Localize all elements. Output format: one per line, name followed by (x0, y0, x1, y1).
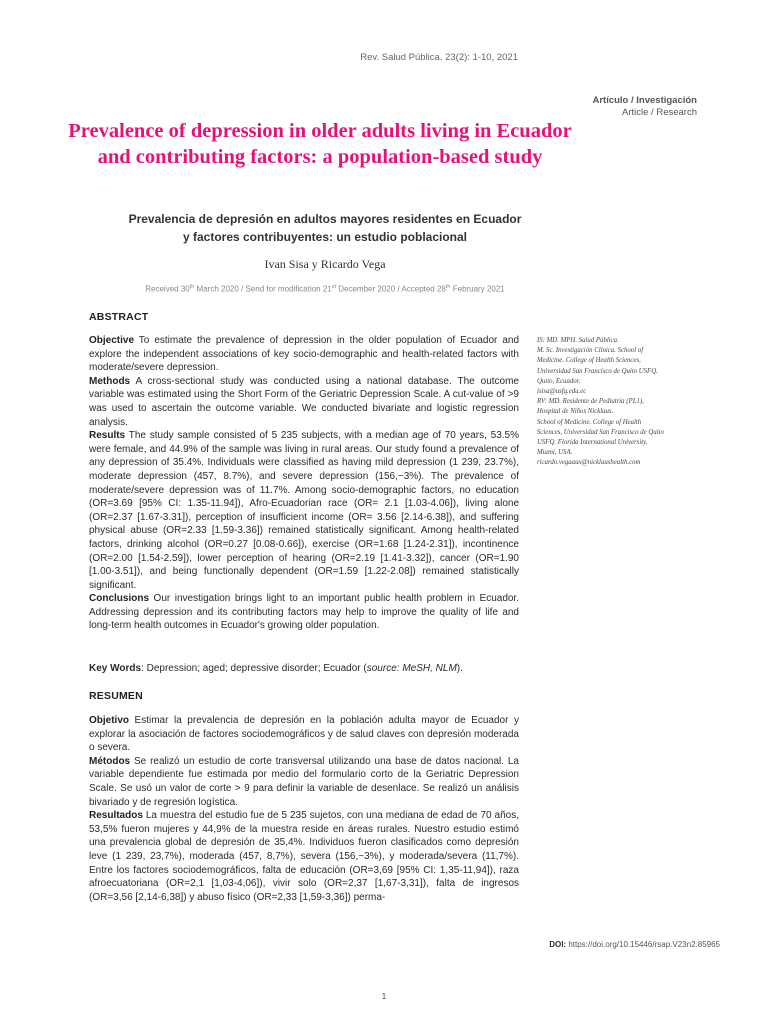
subtitle-line-1: Prevalencia de depresión en adultos mayores residentes en Ecuador (128, 212, 522, 226)
article-type-en: Article / Research (622, 107, 697, 118)
submission-dates (60, 284, 590, 294)
modification-sup: st (331, 284, 337, 290)
metodos-label: Métodos (89, 755, 131, 767)
doi-label: DOI: (549, 940, 567, 949)
accepted-date: December 2020 / Accepted 28 (336, 284, 446, 294)
doi (549, 940, 720, 949)
conclusions-label: Conclusions (89, 593, 150, 605)
affiliation-line: Quito, Ecuador. (537, 377, 581, 385)
affiliation-line: RV: MD. Residente de Pediatría (PL1), (537, 398, 644, 406)
keywords-label: Key Words (89, 663, 142, 674)
doi-link[interactable]: https://doi.org/10.15446/rsap.V23n2.85965 (566, 940, 720, 949)
article-type-es: Artículo / Investigación (592, 95, 697, 106)
resumen-heading: RESUMEN (89, 690, 143, 702)
conclusions-text: Our investigation brings light to an important public health problem in Ecuador. Addressing depression and its contributing factors may help to improve the quality of life and long-term health outcomes in Ecuador's growing older population. (89, 593, 519, 632)
resultados-label: Resultados (89, 810, 143, 822)
objetivo-label: Objetivo (89, 715, 130, 726)
abstract-conclusions (89, 592, 519, 633)
objetivo-text: Estimar la prevalencia de depresión en la población adulta mayor de Ecuador y explorar la asociación de factores sociodemográficos y de salud claves con depresión moderada o severa. (89, 715, 519, 754)
affiliation-line: Medicine. College of Health Sciences, (537, 357, 641, 365)
keywords-end: ). (456, 663, 463, 674)
abstract-body (89, 334, 519, 633)
metodos-text: Se realizó un estudio de corte transversal utilizando una base de datos nacional. La variable dependiente fue estimada por medio del formulario corto de la Geriatric Depression Scale. Se usó un valor de corte > 9 para definir la variable de desenlace. Se realizó un análisis bivariado y de regresión logística. (89, 755, 519, 808)
author-email[interactable]: isisa@usfq.edu.ec (537, 388, 587, 396)
received-sup: th (189, 284, 195, 290)
affiliation-line: Universidad San Francisco de Quito USFQ. (537, 367, 658, 375)
affiliation-line: Hospital de Niños Nicklaus. (537, 408, 614, 416)
abstract-results (89, 429, 519, 592)
article-type (592, 95, 697, 119)
affiliation-line: USFQ. Florida International University. (537, 439, 648, 447)
received-date: Received 30 (145, 284, 190, 294)
subtitle-line-2: y factores contribuyentes: un estudio poblacional (182, 230, 468, 244)
affiliation-line: Sciences, Universidad San Francisco de Quito (537, 428, 664, 436)
methods-text: A cross-sectional study was conducted using a national database. The outcome variable was estimated using the Short Form of the Geriatric Depression Scale. A cut-value of >9 was used to ascertain the outcome variable. We conducted bivariate and logistic regression analysis. (89, 375, 519, 428)
resumen-resultados (89, 809, 519, 904)
keywords (89, 663, 519, 674)
accepted-date-suffix: February 2021 (450, 284, 505, 294)
keywords-source: source: MeSH, NLM (366, 663, 457, 674)
results-text: The study sample consisted of 5 235 subjects, with a median age of 70 years, 53.5% were female, and 44.9% of the sample was living in rural areas. Our study found a prevalence of any depression of 35.4%. Individuals were classified as having mild depression (1 239, 23.7%), moderate depression (457, 8.7%), and severe depression (156,~3%). The prevalence of moderate/severe depression was of 11.7%. Among socio-demographic factors, no education (OR=3.69 [95% CI: 1.35-11.94]), Afro-Ecuadorian race (OR= 2.1 [1.03-4.06]), living alone (OR=2.37 [1.67-3.31]), perception of insufficient income (OR= 3.56 [2.14-6.38]), and suffering physical abuse (OR=2.33 [1.59-3.36]) remained statistically significant. Among health-related factors, drinking alcohol (OR=0.27 [0.08-0.66]), exercise (OR=1.68 [1.24-2.31]), incontinence (OR=2.00 [1.54-2.59]), lower perception of hearing (OR=2.19 [1.41-3.32]), cancer (OR=1.90 [1.00-3.51]), and being functionally dependent (OR=1.59 [1.22-2.08]) remained statistically significant. (89, 430, 519, 591)
affiliation-line: School of Medicine. College of Health (537, 418, 642, 426)
results-label: Results (89, 430, 126, 442)
resumen-metodos (89, 755, 519, 809)
abstract-objective (89, 334, 519, 375)
objective-label: Objective (89, 335, 135, 346)
paper-subtitle (60, 210, 590, 246)
author-affiliations (537, 336, 677, 469)
author-email[interactable]: ricardo.vegaaux@nicklaushealth.com (537, 459, 641, 467)
affiliation-line: Miami, USA. (537, 449, 573, 457)
page-number: 1 (381, 992, 387, 1001)
objective-text: To estimate the prevalence of depression in the older population of Ecuador and explore the independent associations of key socio-demographic and health-related factors with moderate/severe depression. (89, 335, 519, 374)
affiliation-line: M. Sc. Investigación Clínica. School of (537, 347, 644, 355)
journal-reference: Rev. Salud Pública. 23(2): 1-10, 2021 (360, 52, 518, 63)
affiliation-line: IS: MD. MPH. Salud Pública. (537, 337, 619, 344)
methods-label: Methods (89, 375, 131, 387)
accepted-sup: th (445, 284, 451, 290)
resumen-objetivo (89, 714, 519, 755)
authors: Ivan Sisa y Ricardo Vega (264, 257, 386, 271)
keywords-text: : Depression; aged; depressive disorder; Ecuador ( (141, 663, 367, 674)
resultados-text: La muestra del estudio fue de 5 235 sujetos, con una mediana de edad de 70 años, 53,5% fueron mujeres y 44,9% de la muestra reside en áreas rurales. Nuestro estudio estimó una prevalencia global de depresión de 35,4%. Individuos fueron clasificados como depresión leve (1 239, 23,7%), moderada (457, 8,7%), severa (156,~3%), y moderada/severa (11,7%). Entre los factores sociodemográficos, falta de educación (OR=3,69 [95% CI: 1,35-11,94]), raza afroecuatoriana (OR=2,1 [1,03-4,06]), vivir solo (OR=2,37 [1,67-3,31]), falta de ingresos (OR=3,56 [2,14-6,38]) y abuso físico (OR=2,33 [1,59-3,36]) perma- (89, 810, 519, 903)
paper-title: Prevalence of depression in older adults living in Ecuador and contributing factors: a population-based study (68, 120, 572, 168)
abstract-heading: ABSTRACT (89, 311, 149, 323)
modification-date: March 2020 / Send for modification 21 (194, 284, 332, 294)
abstract-methods (89, 375, 519, 429)
resumen-body (89, 714, 519, 904)
